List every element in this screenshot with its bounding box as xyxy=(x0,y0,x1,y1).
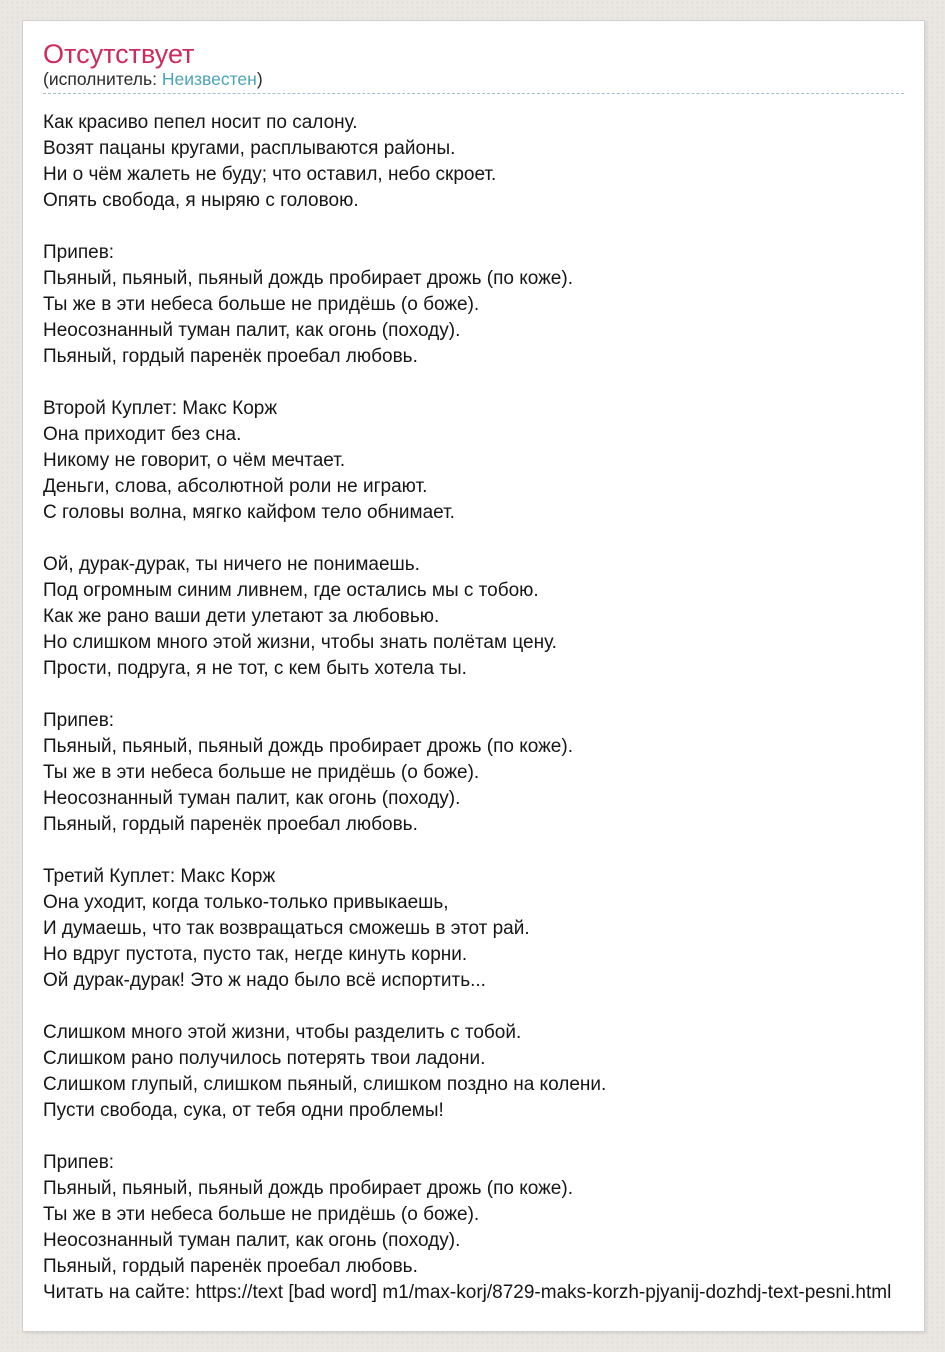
lyric-line: Но слишком много этой жизни, чтобы знать полётам цену. xyxy=(43,632,557,653)
lyric-line: Пьяный, гордый паренёк проебал любовь. xyxy=(43,1256,418,1277)
lyric-line: Третий Куплет: Макс Корж xyxy=(43,866,276,887)
lyric-line: Как же рано ваши дети улетают за любовью. xyxy=(43,606,440,627)
lyric-line: Пьяный, гордый паренёк проебал любовь. xyxy=(43,814,418,835)
stanza xyxy=(43,110,904,214)
lyric-line: Прости, подруга, я не тот, с кем быть хотела ты. xyxy=(43,658,467,679)
artist-label-close: ) xyxy=(256,69,263,89)
lyric-line: Пусти свобода, сука, от тебя одни проблемы! xyxy=(43,1100,444,1121)
lyric-line: Пьяный, гордый паренёк проебал любовь. xyxy=(43,346,418,367)
lyric-line: Она приходит без сна. xyxy=(43,424,242,445)
lyric-line: Припев: xyxy=(43,710,115,731)
lyric-line: Слишком много этой жизни, чтобы разделить с тобой. xyxy=(43,1022,522,1043)
lyric-line: Припев: xyxy=(43,242,115,263)
page-title: Отсутствует xyxy=(43,39,195,69)
lyric-line: Ой, дурак-дурак, ты ничего не понимаешь. xyxy=(43,554,420,575)
lyric-line: И думаешь, что так возвращаться сможешь в этот рай. xyxy=(43,918,530,939)
stanza xyxy=(43,396,904,526)
lyric-line: Она уходит, когда только-только привыкаешь, xyxy=(43,892,449,913)
lyric-line: Никому не говорит, о чём мечтает. xyxy=(43,450,346,471)
lyric-line: Второй Куплет: Макс Корж xyxy=(43,398,278,419)
lyric-line: Опять свобода, я ныряю с головою. xyxy=(43,190,359,211)
stanza xyxy=(43,1020,904,1124)
artist-meta xyxy=(43,69,904,94)
stanza xyxy=(43,552,904,682)
lyrics-card xyxy=(22,20,925,1332)
artist-link[interactable]: Неизвестен xyxy=(161,69,257,89)
lyric-line: Ты же в эти небеса больше не придёшь (о боже). xyxy=(43,294,480,315)
lyric-line: Припев: xyxy=(43,1152,115,1173)
stanza xyxy=(43,240,904,370)
lyric-line: Деньги, слова, абсолютной роли не играют. xyxy=(43,476,428,497)
lyric-line: Возят пацаны кругами, расплываются районы. xyxy=(43,138,456,159)
lyric-line: Неосознанный туман палит, как огонь (походу). xyxy=(43,1230,461,1251)
lyric-line: Неосознанный туман палит, как огонь (походу). xyxy=(43,320,461,341)
stanza xyxy=(43,708,904,838)
artist-label-open: (исполнитель: xyxy=(43,69,162,89)
lyric-line: Ой дурак-дурак! Это ж надо было всё испортить... xyxy=(43,970,486,991)
stanza xyxy=(43,1150,904,1280)
lyric-line: С головы волна, мягко кайфом тело обнимает. xyxy=(43,502,455,523)
lyric-line: Пьяный, пьяный, пьяный дождь пробирает дрожь (по коже). xyxy=(43,736,573,757)
lyric-line: Ты же в эти небеса больше не придёшь (о боже). xyxy=(43,762,480,783)
read-on-site-line: Читать на сайте: https://text [bad word] m1/max-korj/8729-maks-korzh-pjyanij-dozhdj-text-pesni.html xyxy=(43,1282,892,1303)
lyric-line: Неосознанный туман палит, как огонь (походу). xyxy=(43,788,461,809)
stanza xyxy=(43,864,904,994)
lyric-line: Ты же в эти небеса больше не придёшь (о боже). xyxy=(43,1204,480,1225)
lyric-line: Как красиво пепел носит по салону. xyxy=(43,112,358,133)
lyric-line: Но вдруг пустота, пусто так, негде кинуть корни. xyxy=(43,944,468,965)
lyric-line: Пьяный, пьяный, пьяный дождь пробирает дрожь (по коже). xyxy=(43,268,573,289)
lyric-line: Ни о чём жалеть не буду; что оставил, небо скроет. xyxy=(43,164,497,185)
lyric-line: Слишком рано получилось потерять твои ладони. xyxy=(43,1048,486,1069)
lyrics xyxy=(43,110,904,1280)
lyric-line: Под огромным синим ливнем, где остались мы с тобою. xyxy=(43,580,539,601)
lyric-line: Слишком глупый, слишком пьяный, слишком поздно на колени. xyxy=(43,1074,607,1095)
lyric-line: Пьяный, пьяный, пьяный дождь пробирает дрожь (по коже). xyxy=(43,1178,573,1199)
